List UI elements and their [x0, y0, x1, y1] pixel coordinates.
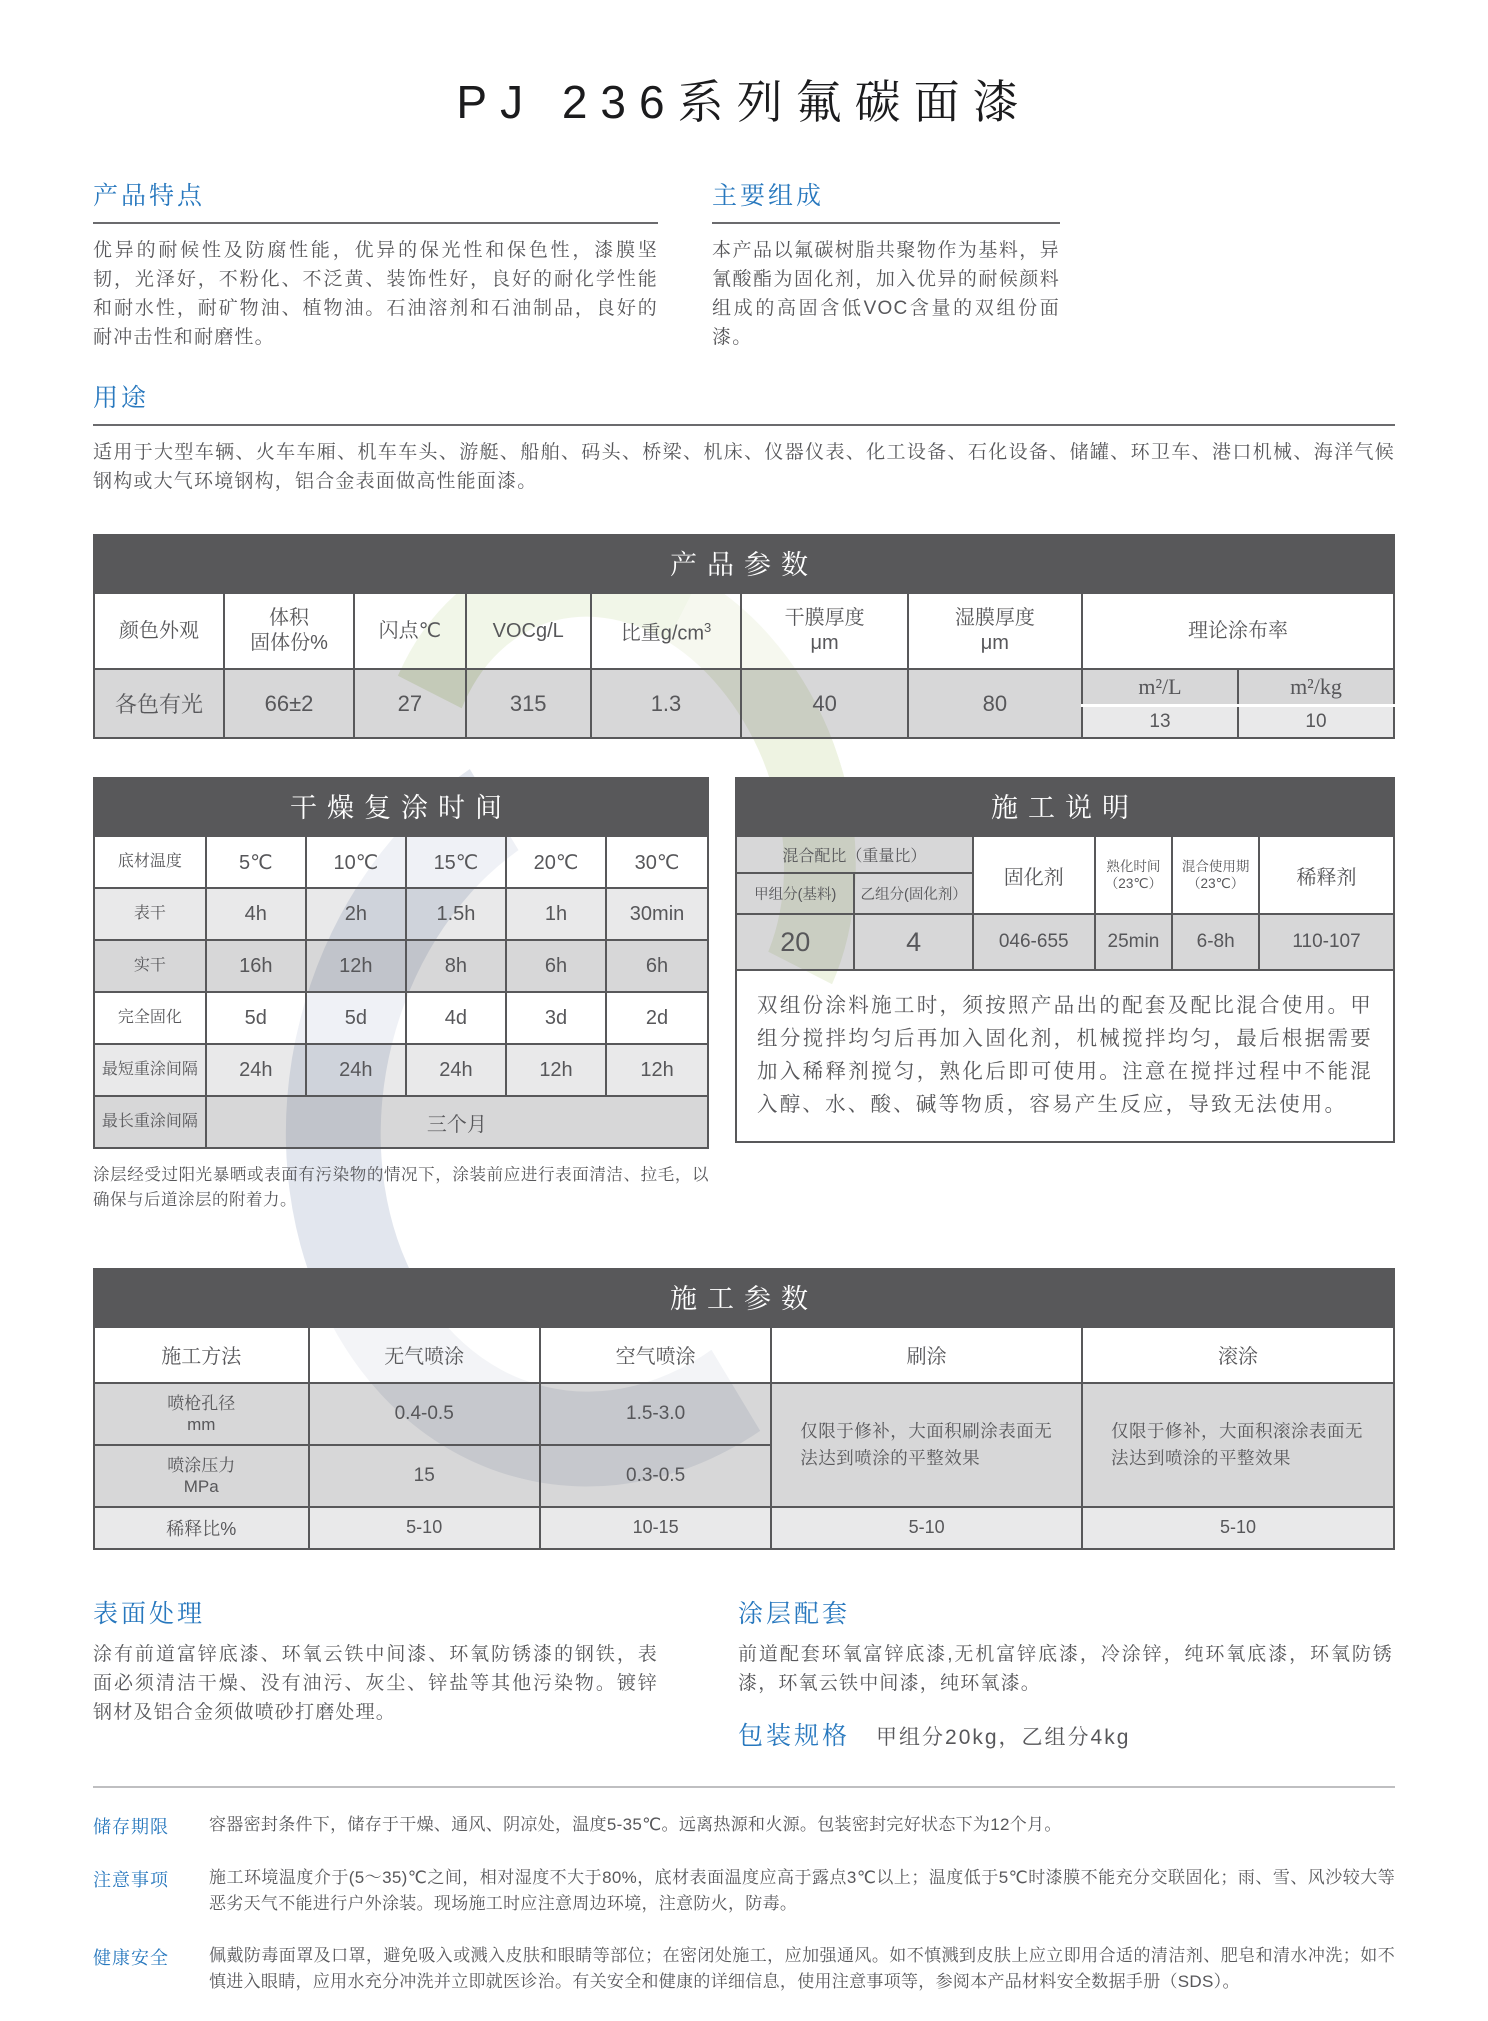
- dry-cell: 15℃: [406, 836, 506, 888]
- param-value-row: [94, 669, 1394, 706]
- param-header-wft: 湿膜厚度 μm: [908, 593, 1082, 669]
- section-coating-system: [738, 1594, 1393, 1752]
- part-a-value: 20: [736, 914, 854, 970]
- dry-cell: 6h: [506, 940, 606, 992]
- dry-cell: 12h: [306, 940, 406, 992]
- full-cure-row: [94, 992, 708, 1044]
- usage-heading: 用途: [93, 384, 150, 412]
- hard-dry-row: [94, 940, 708, 992]
- section-features: [93, 176, 658, 352]
- composition-heading: 主要组成: [712, 182, 825, 210]
- maturation-time-header: 熟化时间 （23℃）: [1095, 836, 1173, 914]
- param-header-density: 比重$g/cm^3$: [591, 593, 742, 669]
- dry-recoat-block: [93, 777, 709, 1230]
- precautions-label: 注意事项: [93, 1869, 169, 1890]
- dry-row-label: 实干: [94, 940, 206, 992]
- dry-cell: 24h: [406, 1044, 506, 1096]
- dry-row-label: 表干: [94, 888, 206, 940]
- max-recoat-row: [94, 1096, 708, 1148]
- dry-cell: 16h: [206, 940, 306, 992]
- param-header-voc: VOCg/L: [466, 593, 591, 669]
- dry-cell: 30min: [606, 888, 708, 940]
- param-header-flashpoint: 闪点℃: [354, 593, 466, 669]
- pressure-airless-value: 15: [309, 1445, 540, 1507]
- pressure-label: 喷涂压力 MPa: [94, 1445, 309, 1507]
- section-surface-prep: [93, 1594, 658, 1752]
- dry-cell: 30℃: [606, 836, 708, 888]
- mix-header-row: [736, 836, 1394, 873]
- dry-cell: 6h: [606, 940, 708, 992]
- coating-system-text: 前道配套环氧富锌底漆,无机富锌底漆，冷涂锌，纯环氧底漆，环氧防锈漆，环氧云铁中间漆，纯环氧漆。: [738, 1643, 1393, 1694]
- dry-cell: 5d: [306, 992, 406, 1044]
- brush-header: 刷涂: [771, 1327, 1082, 1383]
- storage-text: 容器密封条件下，储存于干燥、通风、阴凉处，温度5-35℃。远离热源和火源。包装密封完好状态下为12个月。: [209, 1814, 1062, 1834]
- thinning-ratio-label: 稀释比%: [94, 1507, 309, 1549]
- coverage-value-per-kg: 10: [1238, 706, 1394, 739]
- bottom-two-columns: [93, 1594, 1395, 1752]
- dry-cell: 4d: [406, 992, 506, 1044]
- dry-cell: 5℃: [206, 836, 306, 888]
- nozzle-row: [94, 1383, 1394, 1445]
- packaging-row: [738, 1716, 1393, 1752]
- app-header-row: [94, 1327, 1394, 1383]
- brush-note: 仅限于修补，大面积刷涂表面无法达到喷涂的平整效果: [771, 1383, 1082, 1507]
- param-header-row: [94, 593, 1394, 669]
- thinning-brush-value: 5-10: [771, 1507, 1082, 1549]
- precautions-text: 施工环境温度介于(5～35)℃之间，相对湿度不大于80%，底材表面温度应高于露点3℃以上；温度低于5℃时漆膜不能充分交联固化；雨、雪、风沙较大等恶劣天气不能进行户外涂装。现场施工时应注意周边环境，注意防火，防毒。: [209, 1867, 1395, 1913]
- thinning-roller-value: 5-10: [1082, 1507, 1394, 1549]
- section-usage: [93, 378, 1395, 496]
- dry-cell: 12h: [506, 1044, 606, 1096]
- application-params-grid: [93, 1326, 1395, 1550]
- param-value-solids: 66±2: [224, 669, 354, 738]
- airless-spray-header: 无气喷涂: [309, 1327, 540, 1383]
- thinning-airless-value: 5-10: [309, 1507, 540, 1549]
- storage-label: 储存期限: [93, 1816, 169, 1837]
- page-title: PJ 236系列氟碳面漆: [456, 76, 1032, 128]
- product-params-table: [93, 534, 1395, 739]
- roller-note: 仅限于修补，大面积滚涂表面无法达到喷涂的平整效果: [1082, 1383, 1394, 1507]
- curing-agent-header: 固化剂: [973, 836, 1095, 914]
- nozzle-air-value: 1.5-3.0: [540, 1383, 771, 1445]
- dry-row-label: 最长重涂间隔: [94, 1096, 206, 1148]
- dry-row-label: 底材温度: [94, 836, 206, 888]
- dry-cell: 10℃: [306, 836, 406, 888]
- param-header-solids: 体积 固体份%: [224, 593, 354, 669]
- dry-recoat-table: [93, 777, 709, 1149]
- pressure-air-value: 0.3-0.5: [540, 1445, 771, 1507]
- thinner-header: 稀释剂: [1259, 836, 1394, 914]
- dry-recoat-note: 涂层经受过阳光暴晒或表面有污染物的情况下，涂装前应进行表面清洁、拉毛，以确保与后道涂层的附着力。: [93, 1166, 709, 1209]
- air-spray-header: 空气喷涂: [540, 1327, 771, 1383]
- dry-temp-row: [94, 836, 708, 888]
- coverage-unit-per-litre: m²/L: [1082, 669, 1238, 706]
- surface-prep-heading: 表面处理: [93, 1599, 206, 1628]
- packaging-text: 甲组分20kg，乙组分4kg: [876, 1725, 1131, 1749]
- dry-cell: 4h: [206, 888, 306, 940]
- construction-desc-block: [735, 777, 1395, 1143]
- application-params-table: [93, 1268, 1395, 1550]
- coverage-value-per-litre: 13: [1082, 706, 1238, 739]
- param-value-color: 各色有光: [94, 669, 224, 738]
- coverage-unit-per-kg: m²/kg: [1238, 669, 1394, 706]
- surface-prep-text: 涂有前道富锌底漆、环氧云铁中间漆、环氧防锈漆的钢铁，表面必须清洁干燥、没有油污、灰尘、锌盐等其他污染物。镀锌钢材及铝合金须做喷砂打磨处理。: [93, 1643, 658, 1723]
- pot-life-value: 6-8h: [1172, 914, 1259, 970]
- dry-cell: 1.5h: [406, 888, 506, 940]
- dry-cell: 5d: [206, 992, 306, 1044]
- heading-rule: [712, 222, 1060, 224]
- method-header: 施工方法: [94, 1327, 309, 1383]
- dry-recoat-grid: [93, 835, 709, 1149]
- health-safety-label: 健康安全: [93, 1947, 169, 1968]
- nozzle-airless-value: 0.4-0.5: [309, 1383, 540, 1445]
- construction-desc-box: [735, 971, 1395, 1143]
- param-header-dft: 干膜厚度 μm: [741, 593, 907, 669]
- param-value-density: 1.3: [591, 669, 742, 738]
- param-value-flashpoint: 27: [354, 669, 466, 738]
- dry-cell: 2h: [306, 888, 406, 940]
- packaging-heading: 包装规格: [738, 1721, 851, 1750]
- min-recoat-row: [94, 1044, 708, 1096]
- surface-dry-row: [94, 888, 708, 940]
- footer-notes: [93, 1786, 1395, 1995]
- dry-recoat-band: 干燥复涂时间: [93, 777, 709, 835]
- construction-desc-table: [735, 777, 1395, 1143]
- param-header-color: 颜色外观: [94, 593, 224, 669]
- dry-row-label: 完全固化: [94, 992, 206, 1044]
- application-params-band: 施工参数: [93, 1268, 1395, 1326]
- dry-cell: 24h: [206, 1044, 306, 1096]
- features-text: 优异的耐候性及防腐性能，优异的保光性和保色性，漆膜坚韧，光泽好，不粉化、不泛黄、装饰性好，良好的耐化学性能和耐水性，耐矿物油、植物油。石油溶剂和石油制品，良好的耐冲击性和耐磨性。: [93, 240, 658, 348]
- composition-text: 本产品以氟碳树脂共聚物作为基料，异氰酸酯为固化剂，加入优异的耐候颜料组成的高固含低VOC含量的双组份面漆。: [712, 240, 1060, 348]
- dry-cell: 12h: [606, 1044, 708, 1096]
- health-safety-text: 佩戴防毒面罩及口罩，避免吸入或溅入皮肤和眼睛等部位；在密闭处施工，应加强通风。如不慎溅到皮肤上应立即用合适的清洁剂、肥皂和清水冲洗；如不慎进入眼睛，应用水充分冲洗并立即就医诊治。有关安全和健康的详细信息，使用注意事项等，参阅本产品材料安全数据手册（SDS）。: [209, 1945, 1395, 1991]
- precautions-note-row: [93, 1865, 1395, 1917]
- dry-cell: 24h: [306, 1044, 406, 1096]
- dry-cell: 1h: [506, 888, 606, 940]
- product-params-band: 产品参数: [93, 534, 1395, 592]
- maturation-time-value: 25min: [1095, 914, 1173, 970]
- construction-desc-grid: [735, 835, 1395, 971]
- curing-agent-value: 046-655: [973, 914, 1095, 970]
- part-b-value: 4: [854, 914, 972, 970]
- param-value-wft: 80: [908, 669, 1082, 738]
- max-recoat-value: 三个月: [206, 1096, 708, 1148]
- construction-value-row: [736, 914, 1394, 970]
- dry-cell: 8h: [406, 940, 506, 992]
- coating-system-heading: 涂层配套: [738, 1599, 851, 1628]
- features-heading: 产品特点: [93, 182, 206, 210]
- construction-desc-text: 双组份涂料施工时，须按照产品出的配套及配比混合使用。甲组分搅拌均匀后再加入固化剂，机械搅拌均匀，最后根据需要加入稀释剂搅匀，熟化后即可使用。注意在搅拌过程中不能混入醇、水、酸、碱等物质，容易产生反应，导致无法使用。: [757, 994, 1373, 1116]
- nozzle-label: 喷枪孔径 mm: [94, 1383, 309, 1445]
- heading-rule: [93, 222, 658, 224]
- mix-ratio-header: 混合配比（重量比）: [736, 836, 973, 873]
- heading-rule: [93, 424, 1395, 426]
- middle-two-columns: [93, 777, 1395, 1230]
- top-two-columns: [93, 176, 1395, 352]
- part-b-header: 乙组分(固化剂）: [854, 873, 972, 914]
- dry-cell: 20℃: [506, 836, 606, 888]
- construction-desc-band: 施工说明: [735, 777, 1395, 835]
- product-params-grid: [93, 592, 1395, 739]
- param-value-voc: 315: [466, 669, 591, 738]
- section-composition: [712, 176, 1060, 352]
- pot-life-header: 混合使用期 （23℃）: [1172, 836, 1259, 914]
- storage-note-row: [93, 1812, 1395, 1839]
- thinning-air-value: 10-15: [540, 1507, 771, 1549]
- thinner-value: 110-107: [1259, 914, 1394, 970]
- param-value-dft: 40: [741, 669, 907, 738]
- dry-row-label: 最短重涂间隔: [94, 1044, 206, 1096]
- health-safety-note-row: [93, 1943, 1395, 1995]
- usage-text: 适用于大型车辆、火车车厢、机车车头、游艇、船舶、码头、桥梁、机床、仪器仪表、化工设备、石化设备、储罐、环卫车、港口机械、海洋气候钢构或大气环境钢构，铝合金表面做高性能面漆。: [93, 442, 1395, 492]
- roller-header: 滚涂: [1082, 1327, 1394, 1383]
- dry-cell: 2d: [606, 992, 708, 1044]
- dry-cell: 3d: [506, 992, 606, 1044]
- thinning-ratio-row: [94, 1507, 1394, 1549]
- param-header-coverage: 理论涂布率: [1082, 593, 1394, 669]
- part-a-header: 甲组分(基料): [736, 873, 854, 914]
